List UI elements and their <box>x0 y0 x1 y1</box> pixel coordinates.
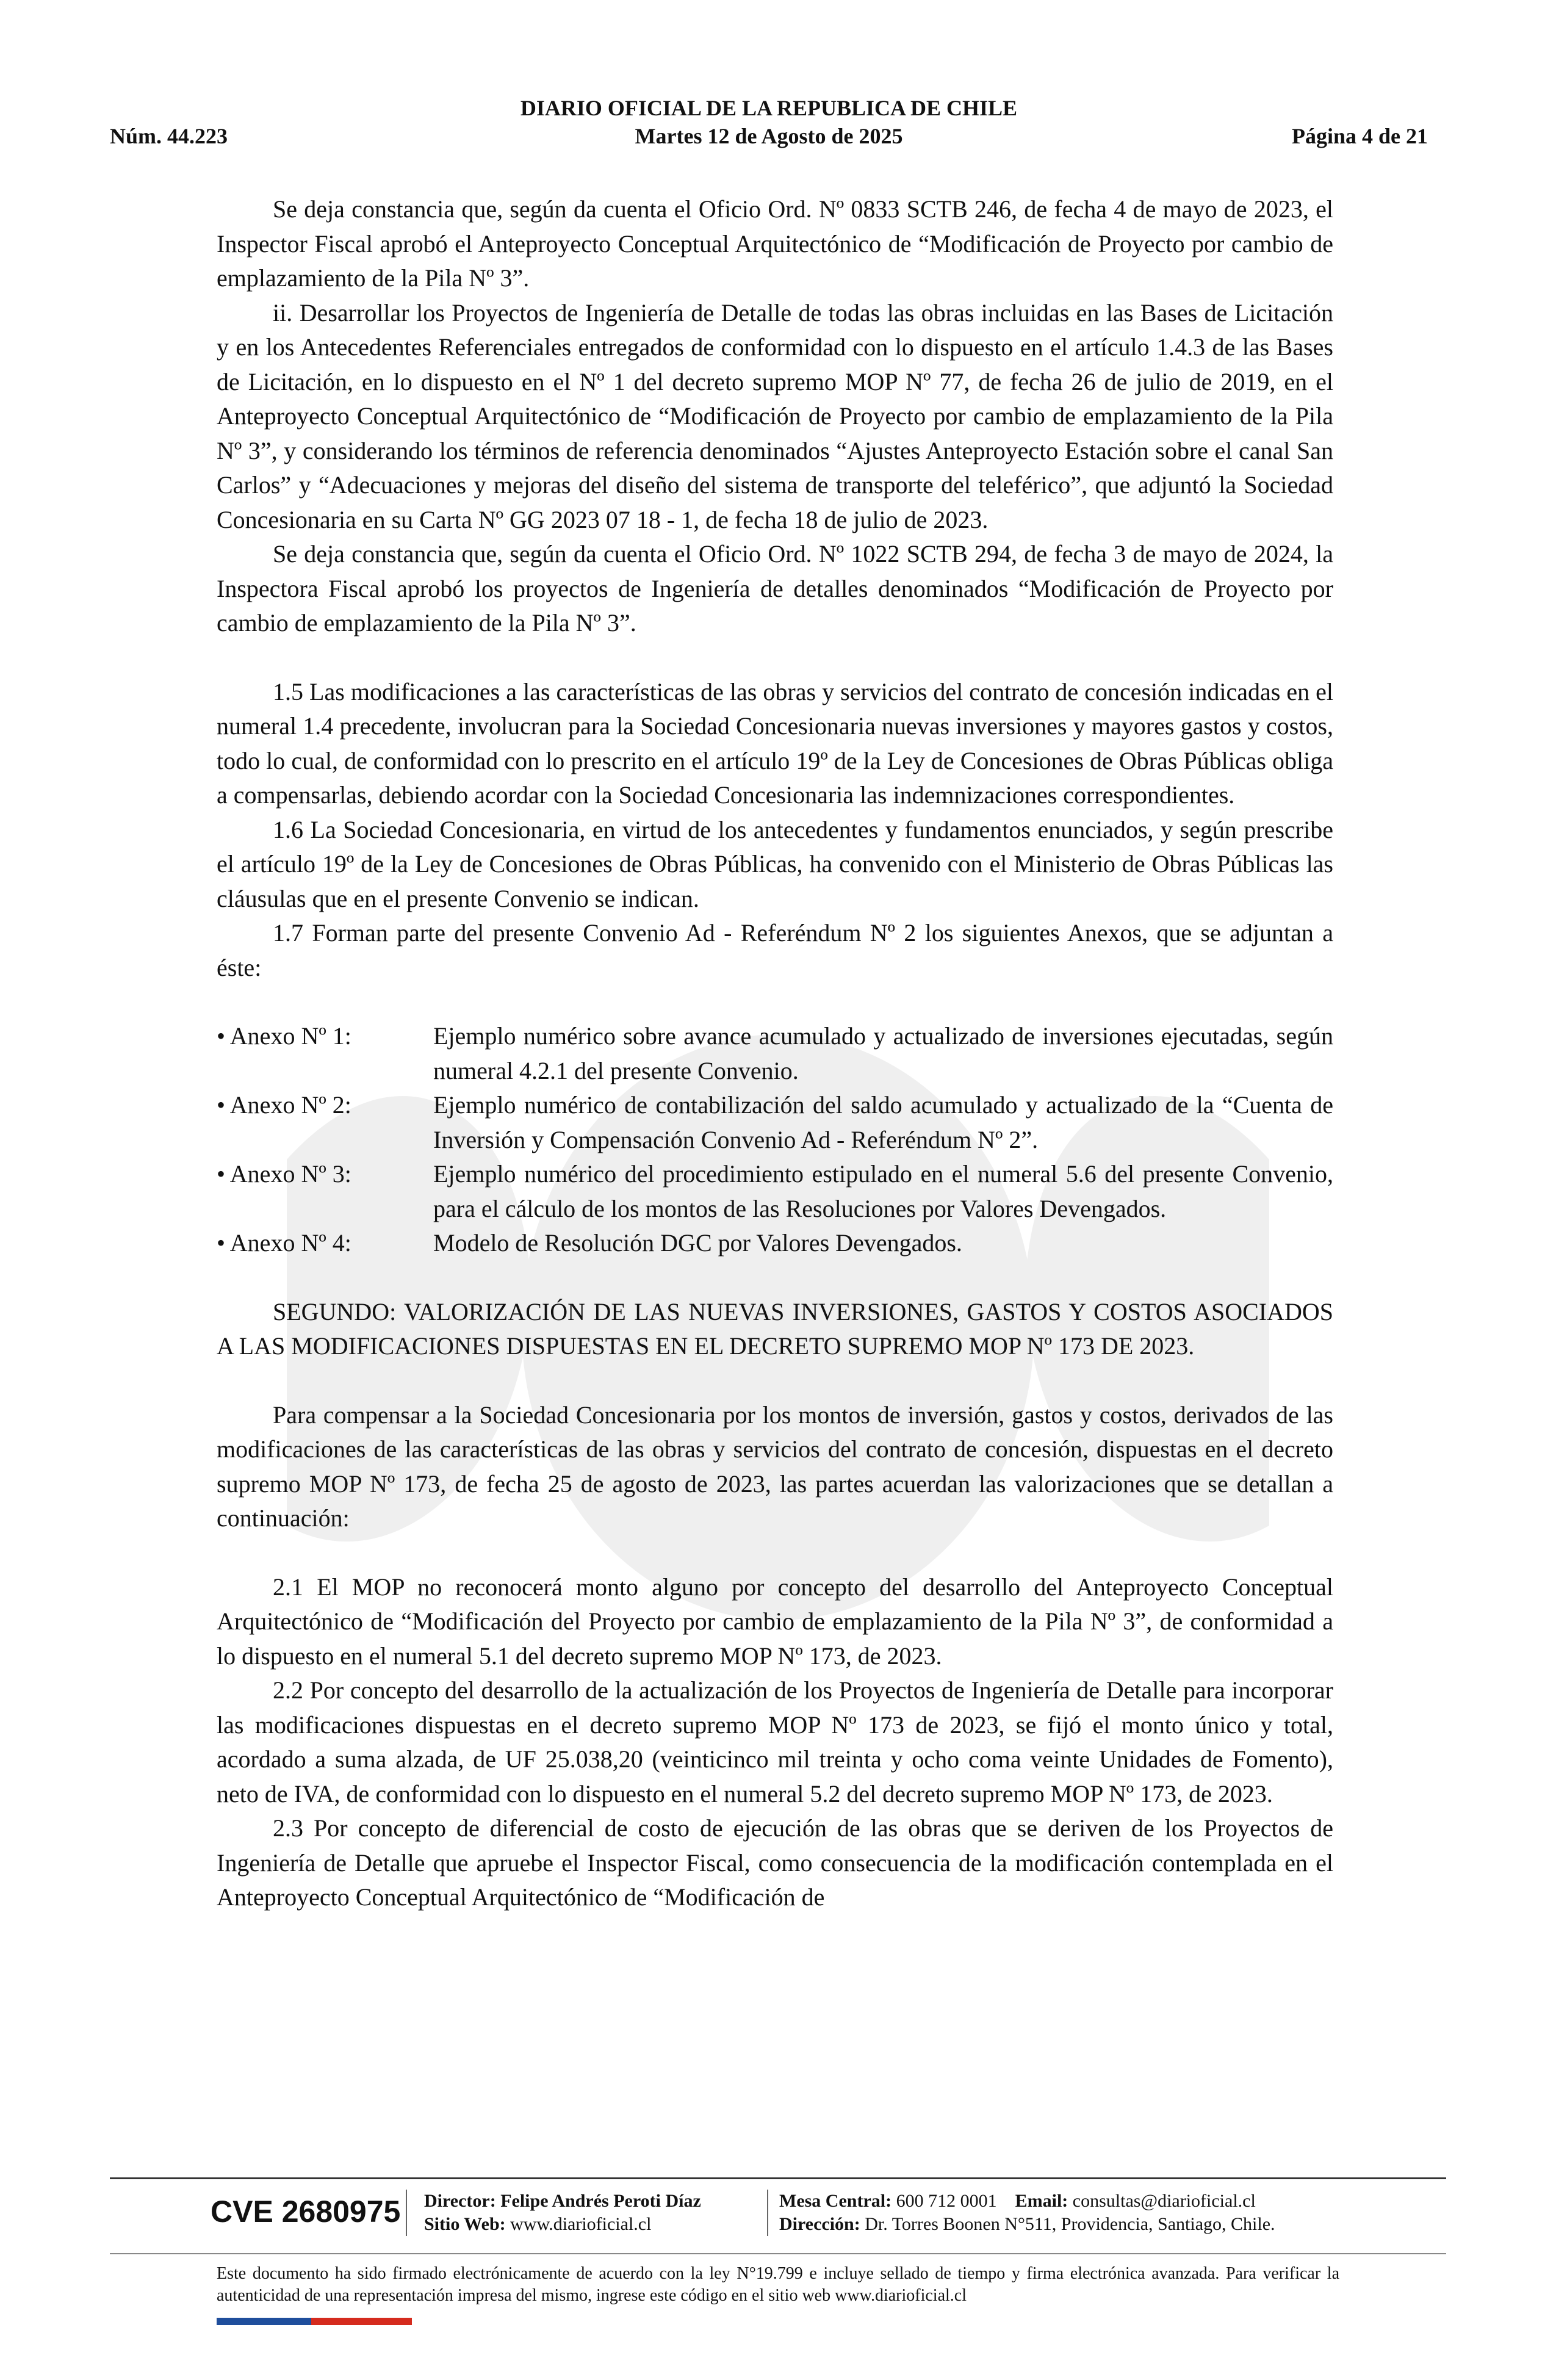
annex-description: Ejemplo numérico de contabilización del saldo acumulado y actualizado de la “Cuenta de Inversión y Compensación Convenio Ad - Referéndum Nº 2”. <box>433 1091 1333 1153</box>
paragraph: ii. Desarrollar los Proyectos de Ingeniería de Detalle de todas las obras incluidas en las Bases de Licitación y en los Antecedentes Referenciales entregados de conformidad con lo dispuesto en el artículo 1.4.3 de las Bases de Licitación, en lo dispuesto en el Nº 1 del decreto supremo MOP Nº 77, de fecha 26 de julio de 2019, en el Anteproyecto Conceptual Arquitectónico de “Modificación de Proyecto por cambio de emplazamiento de la Pila Nº 3”, y considerando los términos de referencia denominados “Ajustes Anteproyecto Estación sobre el canal San Carlos” y “Adecuaciones y mejoras del diseño del sistema de transporte del teleférico”, que adjuntó la Sociedad Concesionaria en su Carta Nº GG 2023 07 18 - 1, de fecha 18 de julio de 2023. <box>217 298 1333 533</box>
paragraph: 2.2 Por concepto del desarrollo de la actualización de los Proyectos de Ingeniería de Detalle para incorporar las modificaciones dispuestas en el decreto supremo MOP Nº 173 de 2023, se fijó el monto único y total, acordado a suma alzada, de UF 25.038,20 (veinticinco mil treinta y ocho coma veinte Unidades de Fomento), neto de IVA, de conformidad con lo dispuesto en el numeral 5.2 del decreto supremo MOP Nº 173, de 2023. <box>217 1676 1333 1808</box>
paragraph: 1.6 La Sociedad Concesionaria, en virtud de los antecedentes y fundamentos enunciados, y según prescribe el artículo 19º de la Ley de Concesiones de Obras Públicas, ha convenido con el Ministerio de Obras Públicas las cláusulas que en el presente Convenio se indican. <box>217 815 1333 912</box>
paragraph: Se deja constancia que, según da cuenta el Oficio Ord. Nº 0833 SCTB 246, de fecha 4 de mayo de 2023, el Inspector Fiscal aprobó el Anteproyecto Conceptual Arquitectónico de “Modificación de Proyecto por cambio de emplazamiento de la Pila Nº 3”. <box>217 195 1333 292</box>
annex-description: Ejemplo numérico sobre avance acumulado y actualizado de inversiones ejecutadas, según numeral 4.2.1 del presente Convenio. <box>433 1022 1333 1084</box>
document-body <box>217 192 1333 1915</box>
newspaper-title: DIARIO OFICIAL DE LA REPUBLICA DE CHILE <box>520 96 1018 120</box>
annex-label: • Anexo Nº 4: <box>217 1229 351 1257</box>
paragraph: Para compensar a la Sociedad Concesionaria por los montos de inversión, gastos y costos, derivados de las modificaciones de las características de las obras y servicios del contrato de concesión, dispuestas en el decreto supremo MOP Nº 173, de fecha 25 de agosto de 2023, las partes acuerdan las valorizaciones que se detallan a continuación: <box>217 1401 1333 1532</box>
footer-separator <box>767 2190 768 2236</box>
annex-description: Modelo de Resolución DGC por Valores Devengados. <box>433 1229 962 1257</box>
paragraph: 2.1 El MOP no reconocerá monto alguno por concepto del desarrollo del Anteproyecto Conceptual Arquitectónico de “Modificación del Proyecto por cambio de emplazamiento de la Pila Nº 3”, de conformidad a lo dispuesto en el numeral 5.1 del decreto supremo MOP Nº 173, de 2023. <box>217 1573 1333 1670</box>
annex-label: • Anexo Nº 2: <box>217 1091 351 1119</box>
director-name: Felipe Andrés Peroti Díaz <box>500 2191 701 2211</box>
annex-list <box>217 1019 1333 1261</box>
phone-label: Mesa Central: <box>779 2191 892 2211</box>
website-link[interactable]: www.diarioficial.cl <box>510 2214 652 2234</box>
paragraph: 1.5 Las modificaciones a las características de las obras y servicios del contrato de concesión indicadas en el numeral 1.4 precedente, involucran para la Sociedad Concesionaria nuevas inversiones y mayores gastos y costos, todo lo cual, de conformidad con lo prescrito en el artículo 19º de la Ley de Concesiones de Obras Públicas obliga a compensarlas, debiendo acordar con la Sociedad Concesionaria las indemnizaciones correspondientes. <box>217 677 1333 809</box>
footer-divider <box>110 2253 1446 2254</box>
legal-notice: Este documento ha sido firmado electrónicamente de acuerdo con la ley N°19.799 e incluye sellado de tiempo y firma electrónica avanzada. Para verificar la autenticidad de una representación impresa del mismo, ingrese este código en el sitio web www.diarioficial.cl <box>217 2264 1339 2305</box>
paragraph: 2.3 Por concepto de diferencial de costo de ejecución de las obras que se deriven de los Proyectos de Ingeniería de Detalle que apruebe el Inspector Fiscal, como consecuencia de la modificación contemplada en el Anteproyecto Conceptual Arquitectónico de “Modificación de <box>217 1814 1333 1911</box>
email-label: Email: <box>1015 2191 1068 2211</box>
annex-label: • Anexo Nº 1: <box>217 1022 351 1050</box>
annex-item <box>217 1226 1333 1261</box>
footer-separator <box>406 2190 407 2236</box>
annex-item <box>217 1088 1333 1157</box>
annex-item <box>217 1157 1333 1226</box>
email-link[interactable]: consultas@diarioficial.cl <box>1072 2191 1256 2211</box>
phone-number: 600 712 0001 <box>896 2191 997 2211</box>
annex-description: Ejemplo numérico del procedimiento estipulado en el numeral 5.6 del presente Convenio, para el cálculo de los montos de las Resoluciones por Valores Devengados. <box>433 1160 1333 1222</box>
annex-label: • Anexo Nº 3: <box>217 1160 351 1188</box>
section-heading: SEGUNDO: VALORIZACIÓN DE LAS NUEVAS INVERSIONES, GASTOS Y COSTOS ASOCIADOS A LAS MODIFICACIONES DISPUESTAS EN EL DECRETO SUPREMO MOP Nº 173 DE 2023. <box>217 1297 1333 1360</box>
footer-divider <box>110 2177 1446 2179</box>
footer-contact-block <box>779 2190 1275 2236</box>
footer-director-block <box>424 2190 701 2236</box>
annex-item <box>217 1019 1333 1088</box>
page-header <box>110 92 1428 153</box>
address-value: Dr. Torres Boonen N°511, Providencia, Santiago, Chile. <box>865 2214 1275 2234</box>
cve-code: CVE 2680975 <box>211 2194 401 2229</box>
paragraph: 1.7 Forman parte del presente Convenio Ad - Referéndum Nº 2 los siguientes Anexos, que se adjuntan a éste: <box>217 919 1333 981</box>
issue-date: Martes 12 de Agosto de 2025 <box>635 124 903 148</box>
paragraph: Se deja constancia que, según da cuenta el Oficio Ord. Nº 1022 SCTB 294, de fecha 3 de mayo de 2024, la Inspectora Fiscal aprobó los proyectos de Ingeniería de detalles denominados “Modificación de Proyecto por cambio de emplazamiento de la Pila Nº 3”. <box>217 540 1333 636</box>
chile-flag-stripe-icon <box>217 2318 412 2325</box>
director-label: Director: <box>424 2191 496 2211</box>
website-label: Sitio Web: <box>424 2214 506 2234</box>
issue-number: Núm. 44.223 <box>110 124 228 148</box>
address-label: Dirección: <box>779 2214 860 2234</box>
page-indicator: Página 4 de 21 <box>1291 124 1428 148</box>
